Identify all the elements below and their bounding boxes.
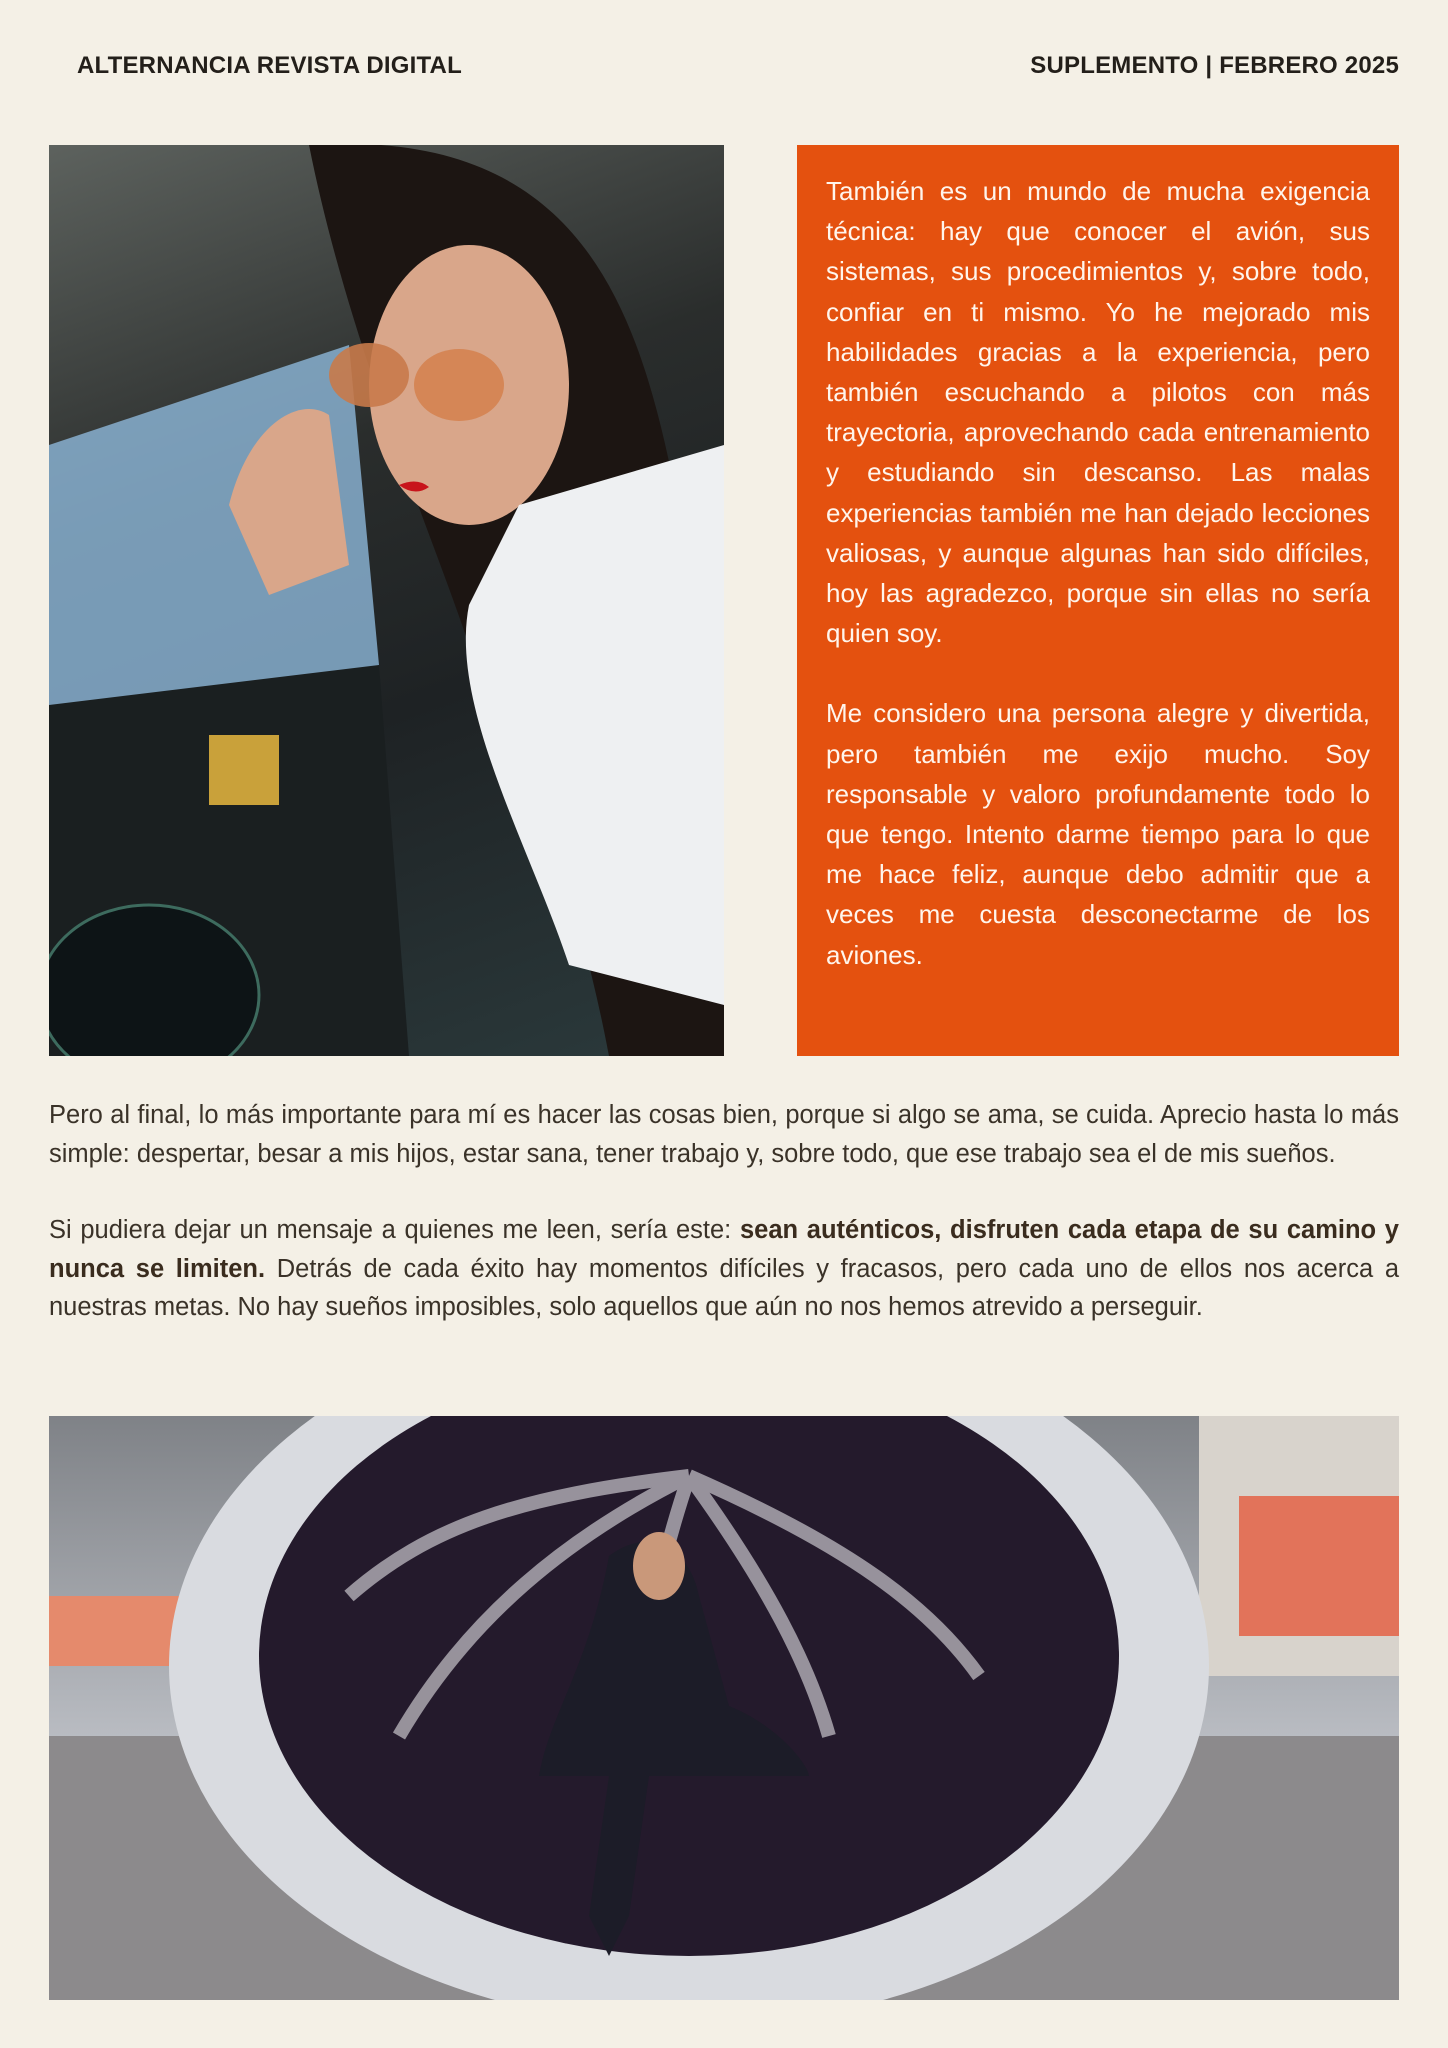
quote-box [797,145,1399,1056]
pilot-engine-photo [49,1416,1399,2000]
issue-label: SUPLEMENTO | FEBRERO 2025 [1030,52,1399,79]
body-paragraph: Si pudiera dejar un mensaje a quienes me leen, sería este: sean auténticos, disfruten cada etapa de su camino y nunca se limiten. Detrás de cada éxito hay momentos difíciles y fracasos, pero cada uno de ellos nos acerca a nuestras metas. No hay sueños imposibles, solo aquellos que aún no nos hemos atrevido a perseguir. [49,1216,1400,1321]
highlighted-message: sean auténticos, disfruten cada etapa de su camino y nunca se limiten. [49,1216,1399,1283]
box-paragraph: Me considero una persona alegre y divertida, pero también me exijo mucho. Soy responsable y valoro profundamente todo lo que tengo. Intento darme tiempo para lo que me hace feliz, aunque debo admitir que a veces me cuesta desconectarme de los aviones. [826,698,1370,970]
pilot-cockpit-photo [49,145,724,1056]
magazine-title: ALTERNANCIA REVISTA DIGITAL [77,52,462,79]
article-body [49,1096,1399,1365]
box-paragraph: También es un mundo de mucha exigencia técnica: hay que conocer el avión, sus sistemas, sus procedimientos y, sobre todo, confiar en ti mismo. Yo he mejorado mis habilidades gracias a la experiencia, pero también escuchando a pilotos con más trayectoria, aprovechando cada entrenamiento y estudiando sin descanso. Las malas experiencias también me han dejado lecciones valiosas, y aunque algunas han sido difíciles, hoy las agradezco, porque sin ellas no sería quien soy. [826,176,1370,649]
body-paragraph: Pero al final, lo más importante para mí es hacer las cosas bien, porque si algo se ama, se cuida. Aprecio hasta lo más simple: despertar, besar a mis hijos, estar sana, tener trabajo y, sobre todo, que ese trabajo sea el de mis sueños. [49,1101,1399,1168]
